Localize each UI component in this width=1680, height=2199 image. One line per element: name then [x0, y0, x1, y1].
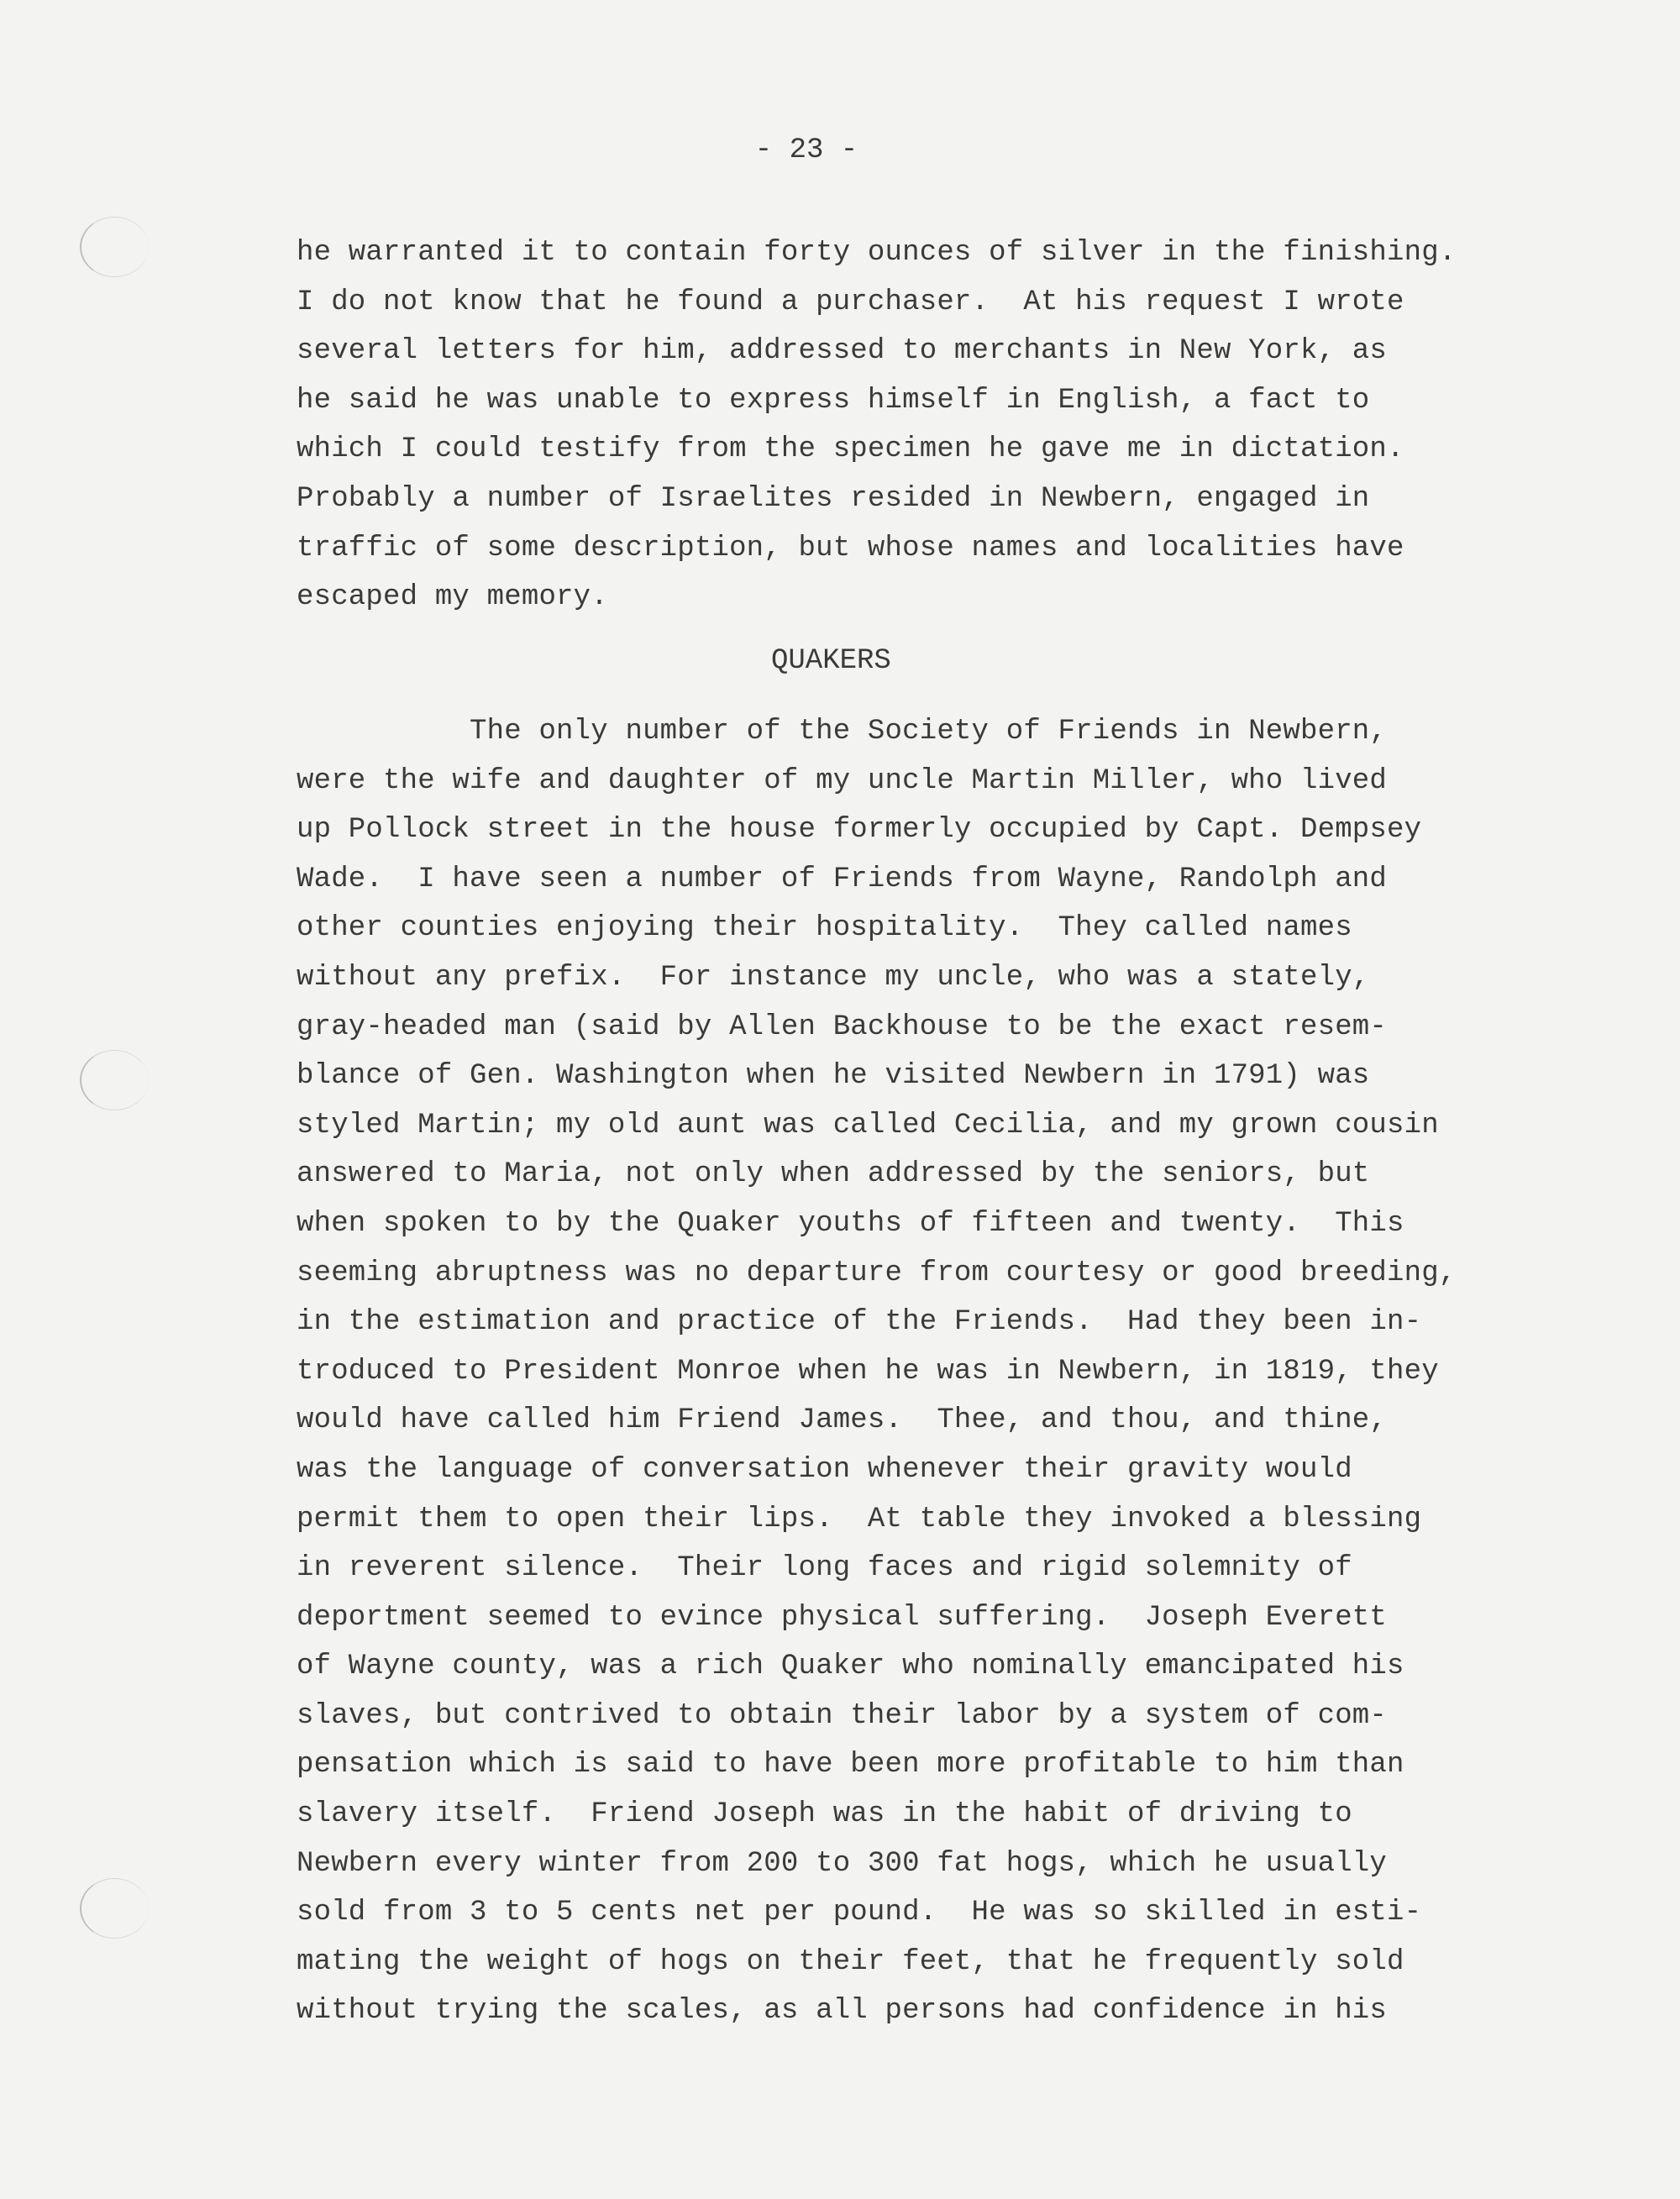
text-line: gray-headed man (said by Allen Backhouse to be the exact resem- [297, 1010, 1388, 1043]
text-line: without any prefix. For instance my uncle, who was a stately, [297, 961, 1370, 994]
text-line: of Wayne county, was a rich Quaker who nominally emancipated his [297, 1651, 1404, 1683]
paragraph-2 [297, 707, 1456, 2036]
text-line: troduced to President Monroe when he was in Newbern, in 1819, they [297, 1355, 1439, 1388]
text-line: up Pollock street in the house formerly occupied by Capt. Dempsey [297, 814, 1422, 847]
text-line: blance of Gen. Washington when he visited Newbern in 1791) was [297, 1060, 1370, 1093]
page-number: - 23 - [754, 134, 858, 166]
text-line: other counties enjoying their hospitality. They called names [297, 912, 1352, 945]
text-line: I do not know that he found a purchaser. At his request I wrote [297, 286, 1404, 318]
text-line: in reverent silence. Their long faces and rigid solemnity of [297, 1552, 1352, 1585]
text-line: he said he was unable to express himself in English, a fact to [297, 384, 1370, 417]
text-line: would have called him Friend James. Thee, and thou, and thine, [297, 1404, 1388, 1437]
text-line: permit them to open their lips. At table they invoked a blessing [297, 1503, 1422, 1535]
punch-hole [80, 1050, 149, 1110]
punch-hole [80, 1878, 149, 1939]
text-line: slavery itself. Friend Joseph was in the habit of driving to [297, 1798, 1352, 1831]
text-line: Wade. I have seen a number of Friends from Wayne, Randolph and [297, 863, 1388, 895]
section-heading: QUAKERS [771, 645, 891, 677]
text-line: seeming abruptness was no departure from courtesy or good breeding, [297, 1257, 1457, 1289]
text-line: The only number of the Society of Friends in Newbern, [297, 716, 1388, 748]
text-line: pensation which is said to have been more profitable to him than [297, 1749, 1404, 1782]
text-line: answered to Maria, not only when addressed by the seniors, but [297, 1158, 1370, 1191]
punch-hole [80, 217, 149, 277]
text-line: escaped my memory. [297, 581, 608, 614]
text-line: were the wife and daughter of my uncle Martin Miller, who lived [297, 764, 1388, 797]
text-line: without trying the scales, as all persons had confidence in his [297, 1995, 1388, 2028]
text-line: deportment seemed to evince physical suffering. Joseph Everett [297, 1601, 1388, 1634]
text-line: styled Martin; my old aunt was called Cecilia, and my grown cousin [297, 1109, 1439, 1141]
text-line: mating the weight of hogs on their feet, that he frequently sold [297, 1945, 1404, 1978]
text-line: when spoken to by the Quaker youths of fifteen and twenty. This [297, 1207, 1404, 1240]
text-line: he warranted it to contain forty ounces of silver in the finishing. [297, 237, 1457, 269]
text-line: slaves, but contrived to obtain their labor by a system of com- [297, 1699, 1388, 1732]
paragraph-1 [297, 228, 1456, 622]
text-line: Probably a number of Israelites resided in Newbern, engaged in [297, 482, 1370, 515]
text-line: was the language of conversation whenever their gravity would [297, 1453, 1352, 1486]
text-line: sold from 3 to 5 cents net per pound. He was so skilled in esti- [297, 1897, 1422, 1929]
text-line: which I could testify from the specimen he gave me in dictation. [297, 433, 1404, 466]
text-line: Newbern every winter from 200 to 300 fat hogs, which he usually [297, 1847, 1388, 1880]
text-line: in the estimation and practice of the Friends. Had they been in- [297, 1306, 1422, 1339]
text-line: several letters for him, addressed to merchants in New York, as [297, 335, 1388, 368]
text-line: traffic of some description, but whose names and localities have [297, 532, 1404, 564]
